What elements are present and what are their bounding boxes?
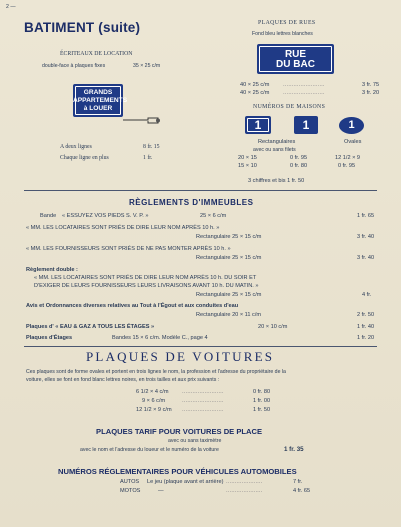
- dots: ……………………: [182, 389, 224, 395]
- page-title: BATIMENT (suite): [24, 20, 141, 35]
- r5-text: Avis et Ordonnances diverses relatives au Tout à l'Égout et aux conduites d'eau: [26, 303, 239, 309]
- tarif-heading: PLAQUES TARIF POUR VOITURES DE PLACE: [96, 427, 263, 436]
- rues-row2-dots: ……………………: [283, 90, 325, 96]
- voiture-price-3: 1 fr. 50: [253, 407, 271, 413]
- voitures-desc2: voiture, elles se font en fond blanc lettres noires, en trois tailles et aux prix suivants :: [26, 377, 220, 383]
- ecriteaux-price1-label: A deux lignes: [60, 144, 92, 150]
- divider: [24, 346, 377, 347]
- r4-text2: D'EXIGER DE LEURS FOURNISSEURS LEURS LIVRAISONS AVANT 10 h. DU MATIN. »: [34, 283, 259, 289]
- r2-price: 3 fr. 40: [357, 234, 375, 240]
- sign-line-3: à LOUER: [83, 105, 113, 112]
- voiture-size-1: 6 1/2 × 4 c/m: [136, 389, 169, 395]
- r2-size: Rectangulaire 25 × 15 c/m: [196, 234, 262, 240]
- ecriteaux-price2: 1 fr.: [143, 155, 153, 161]
- r5-price: 2 fr. 50: [357, 312, 375, 318]
- mounting-bracket-icon: [122, 114, 162, 126]
- dots: ……………………: [182, 398, 224, 404]
- numeros-heading: NUMÉROS DE MAISONS: [253, 104, 326, 110]
- reglements-heading: RÈGLEMENTS D'IMMEUBLES: [129, 198, 254, 207]
- auto-price: 7 fr.: [293, 479, 303, 485]
- r2-text: « MM. LES LOCATAIRES SONT PRIÉS DE DIRE LEUR NOM APRÈS 10 h. »: [26, 225, 220, 231]
- ecriteaux-sub: double-face à plaques fixes: [42, 63, 106, 69]
- r6-size: 20 × 10 c/m: [258, 324, 288, 330]
- r4-text1: « MM. LES LOCATAIRES SONT PRIÉS DE DIRE LEUR NOM APRÈS 10 h. DU SOIR ET: [34, 275, 257, 281]
- oval-row1-price: 0 fr. 95: [338, 163, 356, 169]
- voiture-price-1: 0 fr. 80: [253, 389, 271, 395]
- number-plate-oval: 1: [339, 117, 364, 134]
- r7-text: Plaques d'Étages: [26, 335, 73, 341]
- dots: ……………………: [182, 407, 224, 413]
- rect-label: Rectangulaires: [258, 139, 296, 145]
- r4-label: Règlement double :: [26, 267, 78, 273]
- dots: …………………: [226, 479, 263, 485]
- rect-row1: 20 × 15: [238, 155, 257, 161]
- plaques-rues-heading: PLAQUES DE RUES: [258, 20, 316, 26]
- dots: …………………: [226, 488, 263, 494]
- moto-dash: —: [158, 488, 164, 494]
- tarif-sub: avec ou sans taximètre: [168, 438, 222, 444]
- plaques-rues-sub: Fond bleu lettres blanches: [252, 31, 313, 37]
- ecriteaux-size: 35 × 25 c/m: [133, 63, 161, 69]
- r6-text: Plaques d' « EAU & GAZ A TOUS LES ÉTAGES »: [26, 324, 155, 330]
- moto-label: MOTOS: [120, 488, 141, 494]
- r3-text: « MM. LES FOURNISSEURS SONT PRIÉS DE NE PAS MONTER APRÈS 10 h. »: [26, 246, 231, 252]
- r1-text: « ESSUYEZ VOS PIEDS S. V. P. »: [62, 213, 149, 219]
- r5-size: Rectangulaire 20 × 11 c/m: [196, 312, 262, 318]
- rect-row2-price: 0 fr. 80: [290, 163, 308, 169]
- rues-row1-price: 3 fr. 75: [362, 82, 380, 88]
- ecriteaux-heading: ÉCRITEAUX DE LOCATION: [60, 51, 133, 57]
- number-plate-framed: 1: [245, 116, 271, 134]
- rect-row1-price: 0 fr. 95: [290, 155, 308, 161]
- ecriteaux-price2-label: Chaque ligne en plus: [60, 155, 109, 161]
- voiture-size-3: 12 1/2 × 9 c/m: [136, 407, 172, 413]
- r7-price: 1 fr. 20: [357, 335, 375, 341]
- location-sign: [73, 84, 128, 117]
- page-number: 2 —: [6, 4, 16, 10]
- r1-label: Bande: [40, 213, 57, 219]
- r1-size: 25 × 6 c/m: [200, 213, 227, 219]
- oval-label: Ovales: [344, 139, 362, 145]
- r1-price: 1 fr. 65: [357, 213, 375, 219]
- r3-size: Rectangulaire 25 × 15 c/m: [196, 255, 262, 261]
- rues-row2-size: 40 × 25 c/m: [240, 90, 270, 96]
- tarif-price: 1 fr. 35: [284, 446, 304, 453]
- auto-label: AUTOS: [120, 479, 140, 485]
- rues-row1-dots: ……………………: [283, 82, 325, 88]
- sign-line-2: APPARTEMENTS: [73, 97, 128, 104]
- rect-sub: avec ou sans filets: [253, 147, 296, 153]
- numeros-auto-heading: NUMÉROS RÉGLEMENTAIRES POUR VÉHICULES AUTOMOBILES: [58, 467, 297, 476]
- rues-row1-size: 40 × 25 c/m: [240, 82, 270, 88]
- rect-row2: 15 × 10: [238, 163, 257, 169]
- rues-row2-price: 3 fr. 20: [362, 90, 380, 96]
- r3-price: 3 fr. 40: [357, 255, 375, 261]
- voitures-heading: PLAQUES DE VOITURES: [86, 349, 275, 364]
- street-sign-line-2: DU BAC: [276, 59, 315, 70]
- divider: [24, 190, 377, 191]
- voiture-price-2: 1 fr. 00: [253, 398, 271, 404]
- number-plate-plain: 1: [294, 116, 318, 134]
- voitures-desc1: Ces plaques sont de forme ovales et portent en trois lignes le nom, la profession et l'adresse du propriétaire de la: [26, 369, 286, 375]
- r7-size: Bandes 15 × 6 c/m. Modèle C., page 4: [112, 335, 208, 341]
- oval-row1: 12 1/2 × 9: [335, 155, 361, 161]
- auto-text: Le jeu (plaque avant et arrière): [147, 479, 224, 485]
- tarif-line: avec le nom et l'adresse du loueur et le numéro de la voiture: [80, 447, 219, 453]
- street-sign: [257, 44, 334, 74]
- street-sign-line-1: RUE: [284, 49, 307, 60]
- voiture-size-2: 9 × 6 c/m: [142, 398, 166, 404]
- ecriteaux-price1: 8 fr. 15: [143, 144, 160, 150]
- r6-price: 1 fr. 40: [357, 324, 375, 330]
- r4-price: 4 fr.: [362, 292, 372, 298]
- bis-line: 3 chiffres et bis 1 fr. 50: [248, 178, 305, 184]
- moto-price: 4 fr. 65: [293, 488, 311, 494]
- r4-size: Rectangulaire 25 × 15 c/m: [196, 292, 262, 298]
- sign-line-1: GRANDS: [83, 89, 113, 96]
